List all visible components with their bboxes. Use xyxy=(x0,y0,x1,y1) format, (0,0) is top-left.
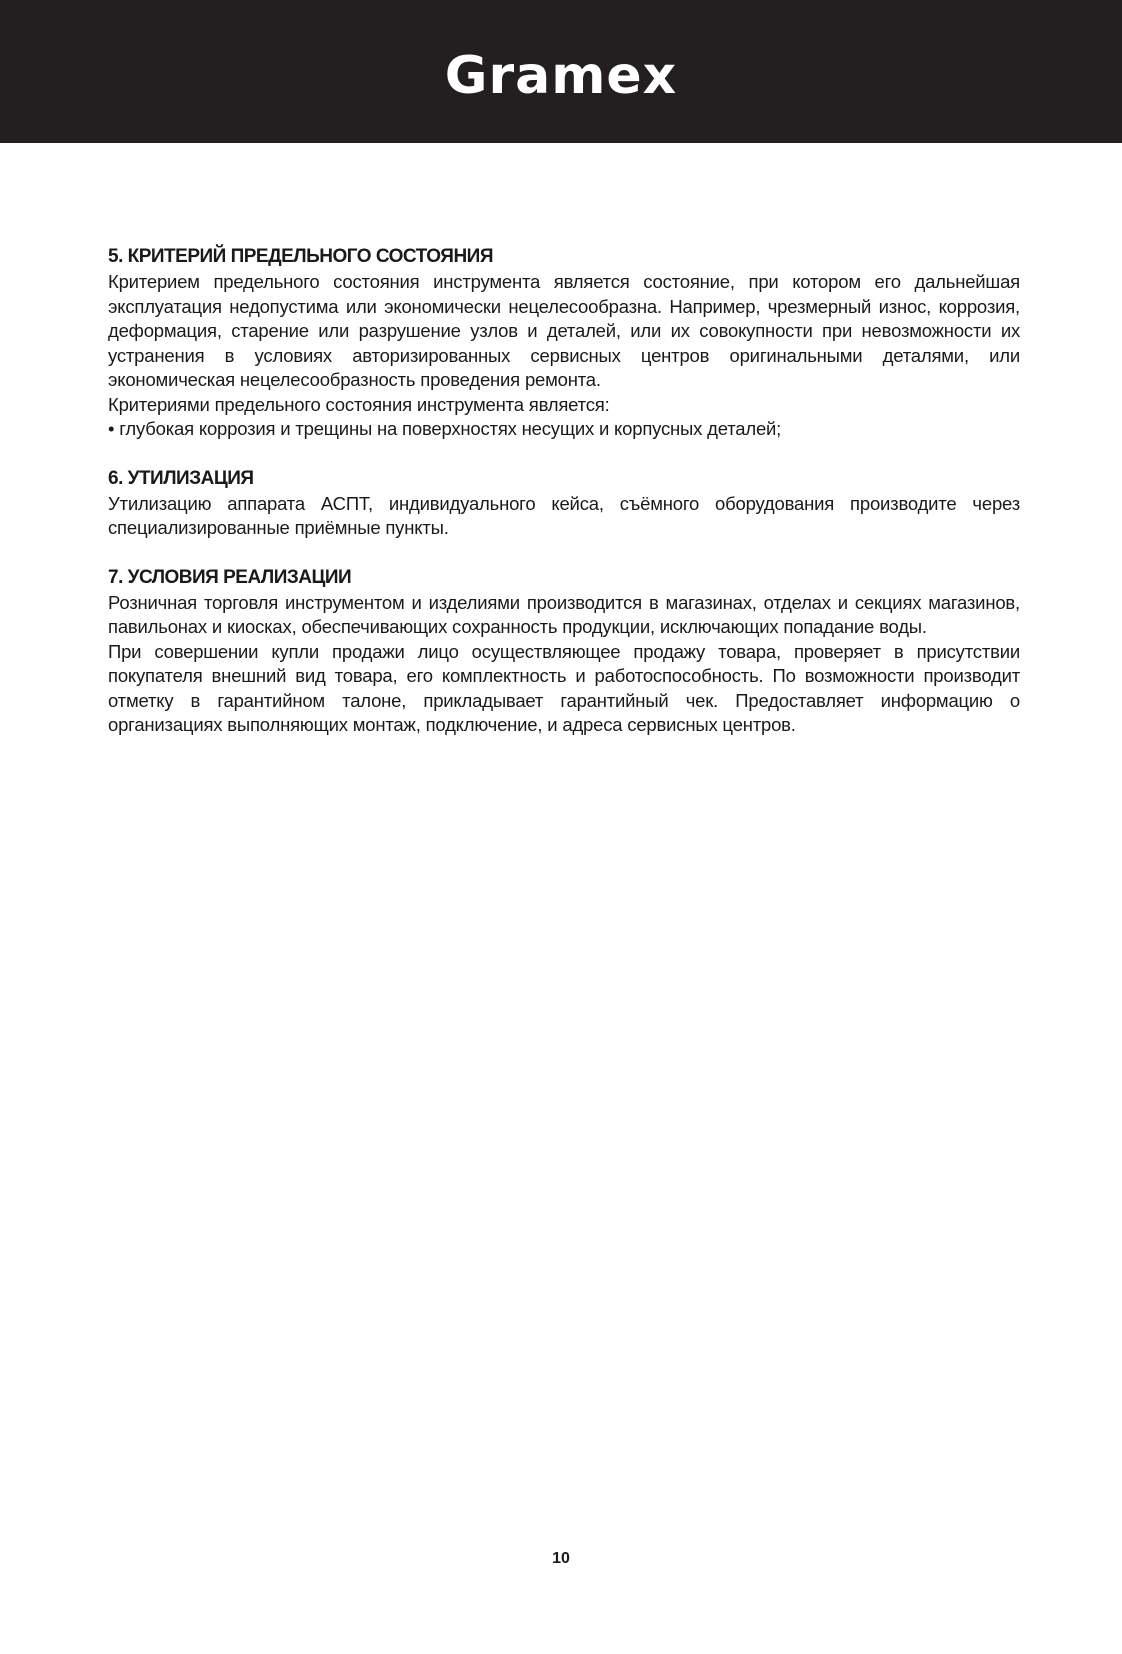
section-sale-conditions xyxy=(108,565,1020,738)
section-title: 7. УСЛОВИЯ РЕАЛИЗАЦИИ xyxy=(108,566,352,588)
section-disposal xyxy=(108,466,1020,541)
paragraph: Критерием предельного состояния инструмента является состояние, при котором его дальнейшая эксплуатация недопустима или экономически нецелесообразна. Например, чрезмерный износ, коррозия, деформация, старение или разрушение узлов и деталей, или их совокупности при невозможности их устранения в условиях авторизированных сервисных центров оригинальными деталями, или экономическая нецелесообразность проведения ремонта. xyxy=(108,271,1020,390)
paragraph: Розничная торговля инструментом и изделиями производится в магазинах, отделах и секциях магазинов, павильонах и киосках, обеспечивающих сохранность продукции, исключающих попадание воды. xyxy=(108,591,1020,637)
header-band xyxy=(0,0,1122,143)
paragraph: Утилизацию аппарата АСПТ, индивидуального кейса, съёмного оборудования производите через специализированные приёмные пункты. xyxy=(108,492,1020,538)
paragraph: Критериями предельного состояния инструмента является: xyxy=(108,393,610,415)
section-title: 5. КРИТЕРИЙ ПРЕДЕЛЬНОГО СОСТОЯНИЯ xyxy=(108,246,493,267)
page-number: 10 xyxy=(552,1550,570,1567)
document-body xyxy=(108,244,1020,762)
section-limit-state xyxy=(108,244,1020,442)
paragraph: При совершении купли продажи лицо осуществляющее продажу товара, проверяет в присутствии покупателя внешний вид товара, его комплектность и работоспособность. По возможности производит отметку в гарантийном талоне, прикладывает гарантийный чек. Предоставляет информацию о организациях выполняющих монтаж, подключение, и адреса сервисных центров. xyxy=(108,640,1020,735)
brand-logo: Gramex xyxy=(444,46,678,106)
section-title: 6. УТИЛИЗАЦИЯ xyxy=(108,467,254,489)
bullet-item: • глубокая коррозия и трещины на поверхностях несущих и корпусных деталей; xyxy=(108,418,782,439)
